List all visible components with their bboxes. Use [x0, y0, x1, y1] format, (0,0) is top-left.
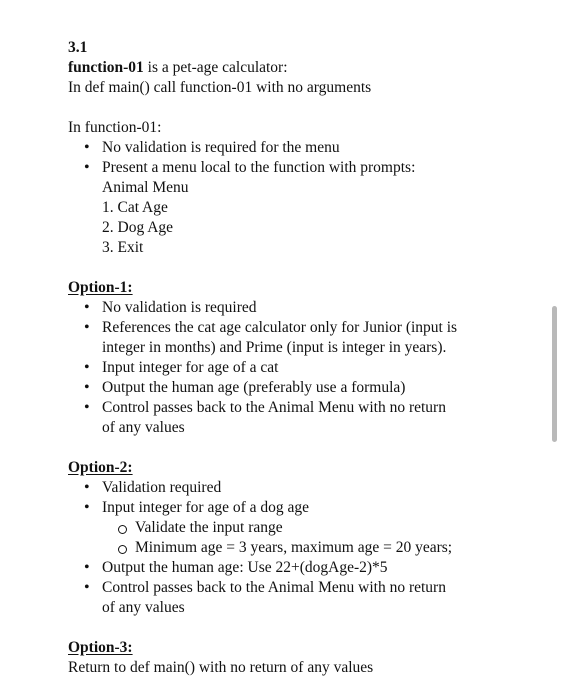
option-3-heading: Option-3:: [68, 639, 133, 656]
list-item-line: • Control passes back to the Animal Menu with no return: [102, 579, 446, 596]
menu-title: Animal Menu: [102, 179, 189, 196]
main-call-text: In def main() call function-01 with no arguments: [68, 79, 372, 96]
sub-list-item: Validate the input range: [68, 518, 538, 538]
list-item: • No validation is required for the menu: [68, 138, 538, 158]
list-item: • Input integer for age of a dog age: [68, 498, 538, 518]
animal-menu: [68, 178, 538, 258]
intro-bullet-list: [68, 138, 538, 178]
list-item-line: of any values: [102, 599, 185, 616]
option-2-bullet-list: [68, 478, 538, 618]
list-item: • Output the human age: Use 22+(dogAge-2)*5: [68, 558, 538, 578]
list-item-line: of any values: [102, 419, 185, 436]
function-description: [68, 58, 538, 78]
list-item: [68, 398, 538, 438]
list-item: • Present a menu local to the function with prompts:: [68, 158, 538, 178]
option-1-heading: Option-1:: [68, 279, 133, 296]
option-3-text: Return to def main() with no return of any values: [68, 659, 374, 676]
list-item: [68, 318, 538, 358]
function-desc-text: is a pet-age calculator:: [143, 59, 288, 76]
sub-list-item: Minimum age = 3 years, maximum age = 20 years;: [68, 538, 538, 558]
intro-label: In function-01:: [68, 119, 162, 136]
list-item: • Output the human age (preferably use a formula): [68, 378, 538, 398]
vertical-scrollbar[interactable]: [552, 306, 557, 442]
option-1-bullet-list: [68, 298, 538, 438]
document-body: [68, 38, 538, 678]
list-item-line: integer in months) and Prime (input is integer in years).: [102, 339, 447, 356]
list-item: • Validation required: [68, 478, 538, 498]
menu-item-cat-age: 1. Cat Age: [102, 199, 168, 216]
list-item-line: • References the cat age calculator only for Junior (input is: [102, 319, 458, 336]
menu-item-dog-age: 2. Dog Age: [102, 219, 174, 236]
option-2-heading: Option-2:: [68, 459, 133, 476]
list-item: • No validation is required: [68, 298, 538, 318]
menu-item-exit: 3. Exit: [102, 239, 144, 256]
list-item: [68, 578, 538, 618]
section-number: 3.1: [68, 39, 88, 56]
function-name: function-01: [68, 59, 144, 76]
list-item: • Input integer for age of a cat: [68, 358, 538, 378]
list-item-line: • Control passes back to the Animal Menu with no return: [102, 399, 446, 416]
